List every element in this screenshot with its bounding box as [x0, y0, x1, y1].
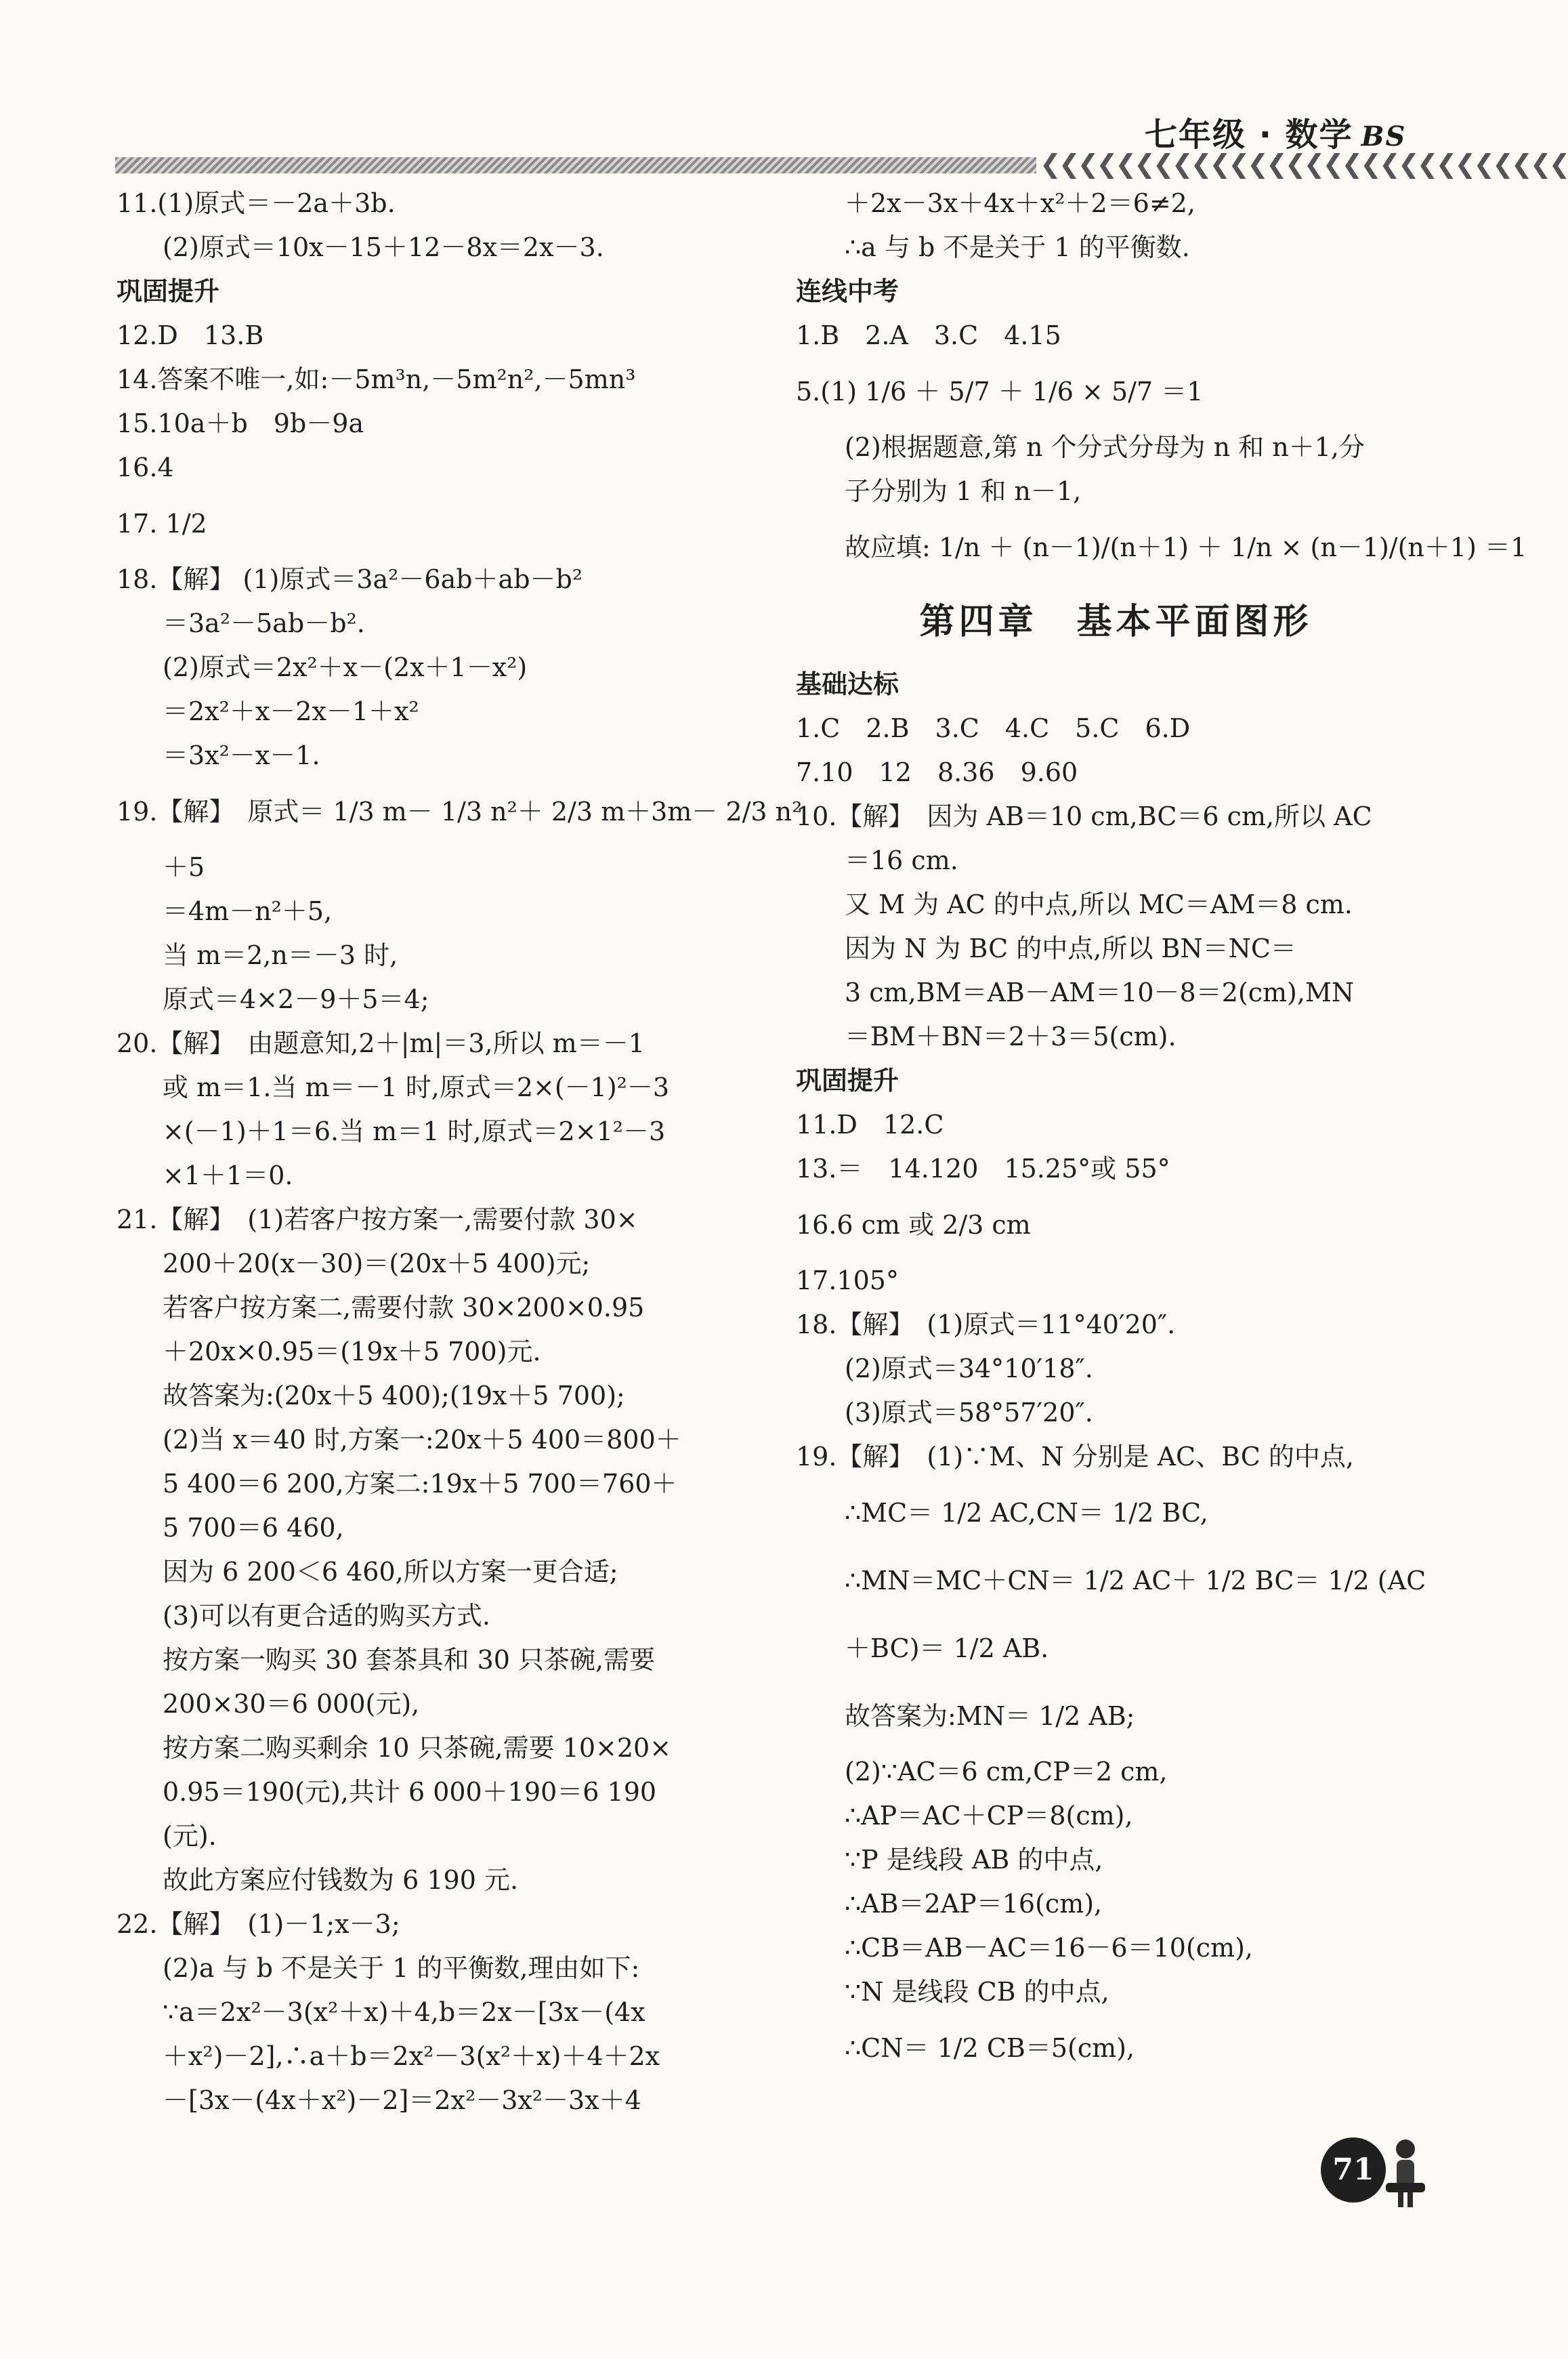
answer-line: 5 400＝6 200,方案二:19x＋5 700＝760＋ — [163, 1469, 677, 1499]
answer-line: 15.10a＋b 9b－9a — [116, 409, 364, 438]
edition-mark: BS — [1361, 121, 1407, 152]
answer-line: 按方案一购买 30 套茶具和 30 只茶碗,需要 — [163, 1645, 656, 1675]
answer-line: 14.答案不唯一,如:－5m³n,－5m²n²,－5mn³ — [116, 364, 636, 394]
mascot-icon — [1382, 2134, 1429, 2209]
answer-line: 因为 N 为 BC 的中点,所以 BN＝NC＝ — [845, 934, 1296, 963]
answer-line: 因为 6 200＜6 460,所以方案一更合适; — [163, 1557, 618, 1587]
answer-line: ＋20x×0.95＝(19x＋5 700)元. — [163, 1337, 541, 1366]
answer-line: 当 m＝2,n＝－3 时, — [163, 940, 398, 970]
section-heading: 巩固提升 — [796, 1066, 899, 1095]
answer-line: 故应填: 1/n ＋ (n－1)/(n＋1) ＋ 1/n × (n－1)/(n＋1) ＝1 — [845, 533, 1527, 562]
section-heading: 连线中考 — [796, 276, 899, 306]
answer-line: 故答案为:MN＝ 1/2 AB; — [845, 1701, 1135, 1731]
answer-line: ＋2x－3x＋4x＋x²＋2＝6≠2, — [845, 188, 1195, 218]
answer-line: 原式＝4×2－9＋5＝4; — [163, 984, 429, 1014]
answer-line: (2)原式＝2x²＋x－(2x＋1－x²) — [163, 652, 528, 682]
answer-line: 0.95＝190(元),共计 6 000＋190＝6 190 — [163, 1777, 657, 1807]
answer-line: ＋x²)－2],∴a＋b＝2x²－3(x²＋x)＋4＋2x — [163, 2041, 660, 2071]
answer-line: 3 cm,BM＝AB－AM＝10－8＝2(cm),MN — [845, 978, 1355, 1007]
answer-line: ＝4m－n²＋5, — [163, 896, 333, 926]
answer-line: 1.C 2.B 3.C 4.C 5.C 6.D — [796, 713, 1191, 743]
answer-line: (3)可以有更合适的购买方式. — [163, 1601, 490, 1631]
answer-line: 7.10 12 8.36 9.60 — [796, 757, 1078, 787]
answer-line: 18.【解】 (1)原式＝11°40′20″. — [796, 1310, 1176, 1339]
answer-line: ∴MN＝MC＋CN＝ 1/2 AC＋ 1/2 BC＝ 1/2 (AC — [845, 1566, 1426, 1595]
answer-line: －[3x－(4x＋x²)－2]＝2x²－3x²－3x＋4 — [163, 2085, 641, 2115]
answer-line: 按方案二购买剩余 10 只茶碗,需要 10×20× — [163, 1733, 672, 1763]
answer-line: (2)当 x＝40 时,方案一:20x＋5 400＝800＋ — [163, 1425, 681, 1455]
answer-line: ＝BM＋BN＝2＋3＝5(cm). — [845, 1022, 1177, 1051]
answer-line: 17.105° — [796, 1266, 899, 1295]
answer-line: ＋BC)＝ 1/2 AB. — [845, 1633, 1049, 1663]
answer-line: ∴a 与 b 不是关于 1 的平衡数. — [845, 232, 1190, 262]
answer-line: (2)根据题意,第 n 个分式分母为 n 和 n＋1,分 — [845, 432, 1365, 462]
answer-line: ∴MC＝ 1/2 AC,CN＝ 1/2 BC, — [845, 1498, 1208, 1528]
answer-line: 13.＝ 14.120 15.25°或 55° — [796, 1154, 1170, 1184]
answer-line: 5.(1) 1/6 ＋ 5/7 ＋ 1/6 × 5/7 ＝1 — [796, 377, 1204, 406]
answer-line: ＝16 cm. — [845, 846, 958, 875]
answer-line: 10.【解】 因为 AB＝10 cm,BC＝6 cm,所以 AC — [796, 801, 1372, 831]
answer-line: 19.【解】 原式＝ 1/3 m－ 1/3 n²＋ 2/3 m＋3m－ 2/3 n² — [116, 797, 803, 827]
answer-line: 或 m＝1.当 m＝－1 时,原式＝2×(－1)²－3 — [163, 1072, 670, 1102]
right-column — [796, 182, 1527, 2082]
answer-line: 18.【解】 (1)原式＝3a²－6ab＋ab－b² — [116, 564, 583, 594]
header-rule — [115, 157, 1036, 173]
answer-line: (2)∵AC＝6 cm,CP＝2 cm, — [845, 1757, 1168, 1787]
answer-line: 5 700＝6 460, — [163, 1513, 344, 1543]
answer-line: 11.D 12.C — [796, 1110, 944, 1140]
answer-line: (2)a 与 b 不是关于 1 的平衡数,理由如下: — [163, 1953, 640, 1983]
answer-line: ∴AB＝2AP＝16(cm), — [845, 1889, 1103, 1919]
answer-line: ∴AP＝AC＋CP＝8(cm), — [845, 1801, 1133, 1831]
section-heading: 巩固提升 — [116, 276, 220, 306]
answer-line: 16.6 cm 或 2/3 cm — [796, 1210, 1031, 1240]
answer-line: 若客户按方案二,需要付款 30×200×0.95 — [163, 1293, 645, 1322]
answer-line: ×(－1)＋1＝6.当 m＝1 时,原式＝2×1²－3 — [163, 1116, 666, 1146]
answer-line: ＝2x²＋x－2x－1＋x² — [163, 696, 419, 726]
answer-line: ＝3a²－5ab－b². — [163, 608, 365, 638]
answer-line: 16.4 — [116, 453, 174, 482]
answer-line: ×1＋1＝0. — [163, 1161, 293, 1190]
answer-line: (3)原式＝58°57′20″. — [845, 1398, 1093, 1427]
answer-line: 故答案为:(20x＋5 400);(19x＋5 700); — [163, 1381, 625, 1411]
answer-line: ＝3x²－x－1. — [163, 740, 320, 770]
answer-line: ∴CB＝AB－AC＝16－6＝10(cm), — [845, 1933, 1253, 1963]
chapter-title: 第四章 基本平面图形 — [919, 602, 1313, 642]
answer-line: 11.(1)原式＝－2a＋3b. — [116, 188, 396, 218]
answer-line: 又 M 为 AC 的中点,所以 MC＝AM＝8 cm. — [845, 890, 1353, 919]
answer-line: (2)原式＝10x－15＋12－8x＝2x－3. — [163, 232, 604, 262]
answer-line: ∴CN＝ 1/2 CB＝5(cm), — [845, 2033, 1135, 2063]
section-heading: 基础达标 — [796, 669, 899, 699]
answer-line: 200＋20(x－30)＝(20x＋5 400)元; — [163, 1249, 591, 1278]
answer-line: 故此方案应付钱数为 6 190 元. — [163, 1865, 519, 1895]
answer-line: 17. 1/2 — [116, 509, 207, 539]
answer-line: ∵N 是线段 CB 的中点, — [845, 1977, 1109, 2007]
answer-line: ∵a＝2x²－3(x²＋x)＋4,b＝2x－[3x－(4x — [163, 1997, 645, 2027]
answer-line: ＋5 — [163, 852, 205, 882]
answer-line: 22.【解】 (1)－1;x－3; — [116, 1909, 400, 1939]
answer-line: 19.【解】 (1)∵M、N 分别是 AC、BC 的中点, — [796, 1442, 1354, 1471]
answer-line: ∵P 是线段 AB 的中点, — [845, 1845, 1103, 1875]
answer-line: 20.【解】 由题意知,2＋|m|＝3,所以 m＝－1 — [116, 1028, 645, 1058]
answer-line: (2)原式＝34°10′18″. — [845, 1354, 1093, 1383]
answer-line: 21.【解】 (1)若客户按方案一,需要付款 30× — [116, 1205, 638, 1234]
answer-line: 子分别为 1 和 n－1, — [845, 476, 1082, 506]
left-column — [116, 182, 803, 2123]
page-number: 71 — [1321, 2137, 1386, 2203]
answer-line: 200×30＝6 000(元), — [163, 1689, 420, 1719]
header-title — [1145, 108, 1406, 155]
grade-subject: 七年级 · 数学 — [1145, 116, 1353, 154]
answer-line: 1.B 2.A 3.C 4.15 — [796, 320, 1061, 350]
header-chevron-decoration: ❮❮❮❮❮❮❮❮❮❮❮❮❮❮❮❮❮❮❮❮❮❮❮❮❮❮❮❮ — [1040, 149, 1568, 179]
answer-line: 12.D 13.B — [116, 320, 264, 350]
answer-line: (元). — [163, 1821, 217, 1851]
page-header — [0, 0, 1568, 183]
